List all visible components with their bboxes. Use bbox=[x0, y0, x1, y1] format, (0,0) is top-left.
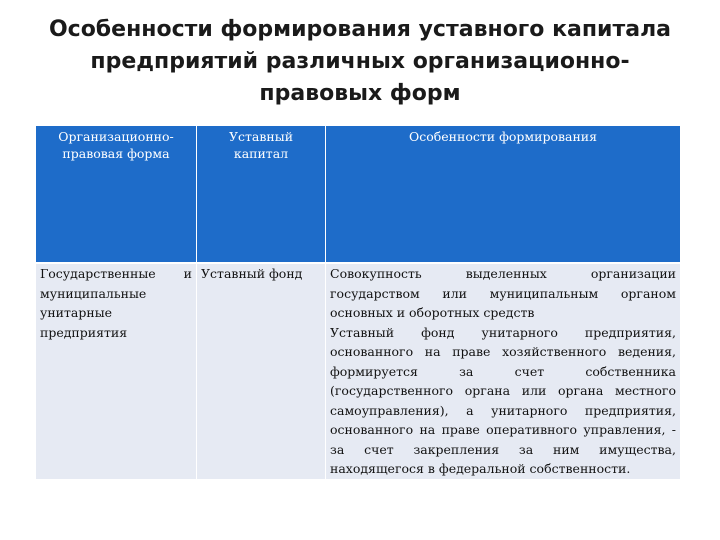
cell-legal-form-text: Государственные и муниципальные унитарные предприятия bbox=[40, 266, 192, 340]
cell-features bbox=[326, 263, 681, 479]
page-title bbox=[40, 14, 680, 110]
cell-capital: Уставный фонд bbox=[197, 263, 326, 479]
header-features: Особенности формирования bbox=[326, 126, 681, 263]
title-line-3: правовых форм bbox=[259, 81, 461, 106]
cell-features-paragraph-1: Совокупность выделенных организации государством или муниципальным органом основных и оборотных средств bbox=[330, 266, 676, 320]
cell-legal-form bbox=[36, 263, 197, 479]
cell-features-paragraph-2: Уставный фонд унитарного предприятия, основанного на праве хозяйственного ведения, формируется за счет собственника (государственного органа или органа местного самоуправления), а унитарного предприятия, основанного на праве оперативного управления, - за счет закрепления за ним имущества, находящегося в федеральной собственности. bbox=[330, 324, 676, 476]
table-header-row bbox=[36, 126, 680, 263]
title-line-2: предприятий различных организационно- bbox=[90, 49, 630, 74]
table-row bbox=[36, 263, 680, 479]
title-line-1: Особенности формирования уставного капитала bbox=[48, 17, 672, 42]
header-legal-form: Организационно-правовая форма bbox=[36, 126, 197, 263]
header-capital: Уставный капитал bbox=[197, 126, 326, 263]
capital-table bbox=[36, 126, 680, 479]
